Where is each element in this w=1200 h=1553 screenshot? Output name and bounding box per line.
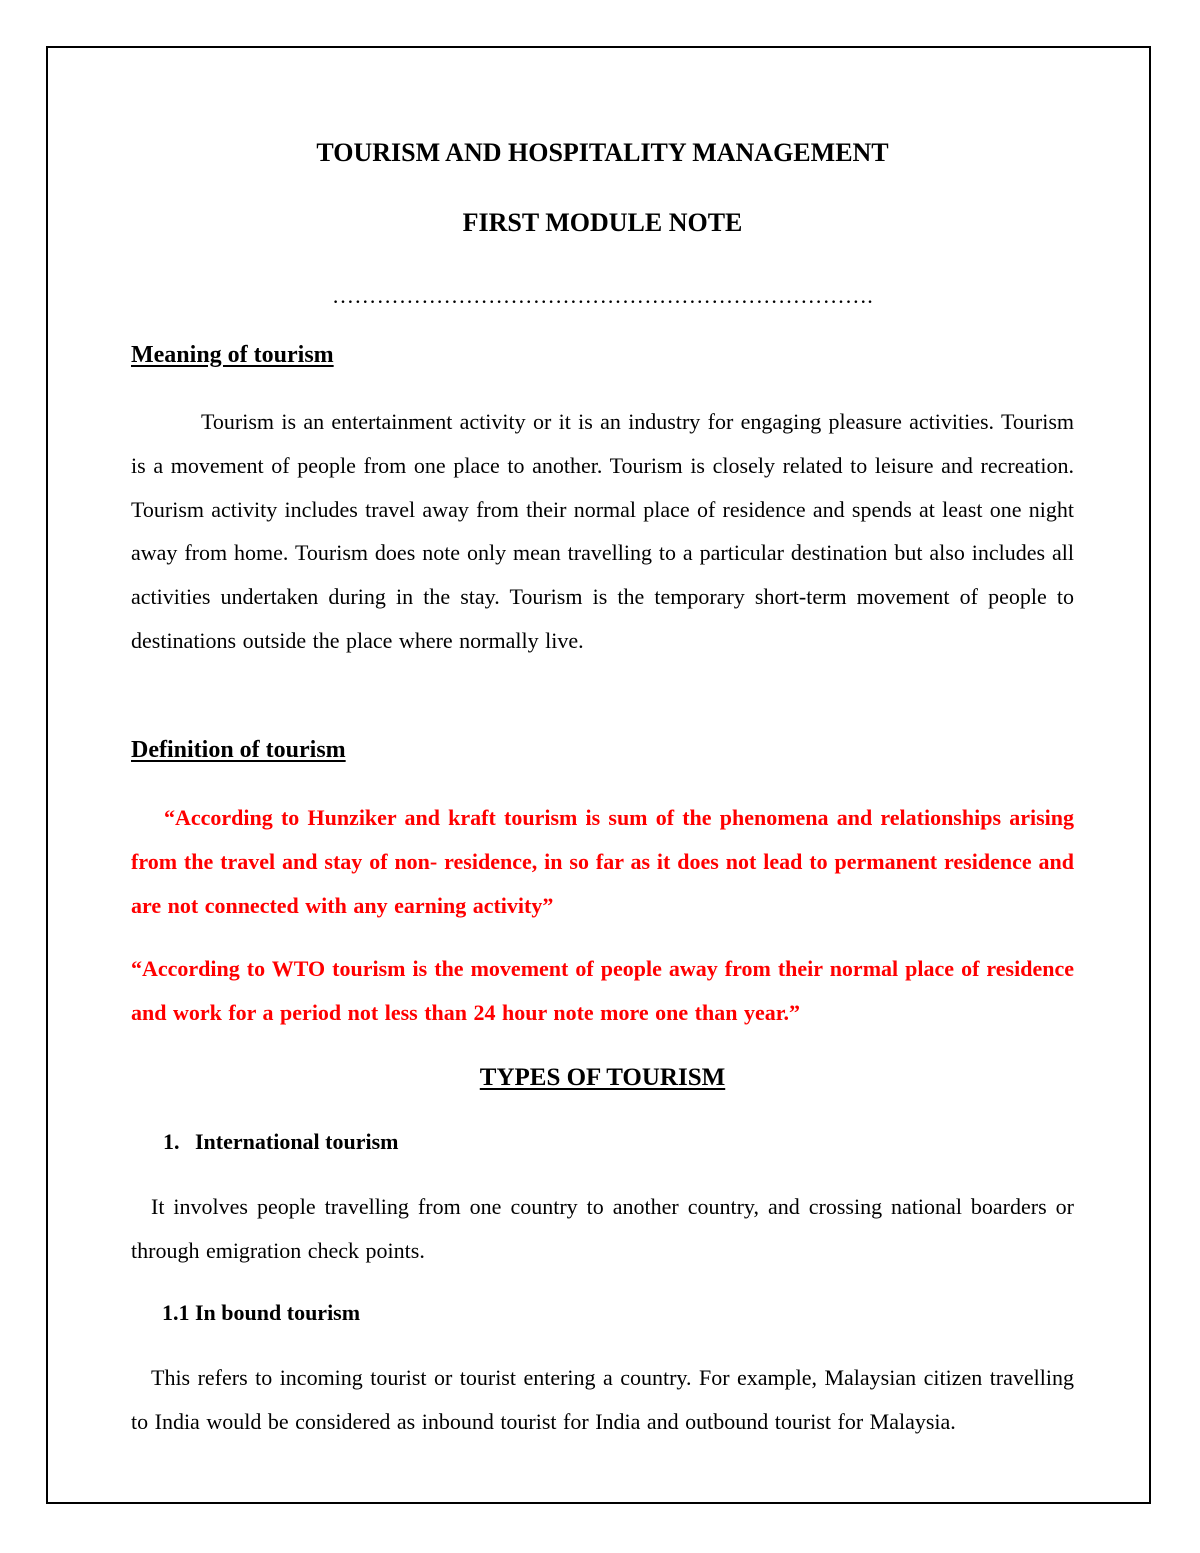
definition-heading: Definition of tourism [131,737,346,763]
international-title: International tourism [195,1129,399,1154]
meaning-heading: Meaning of tourism [131,342,334,368]
meaning-paragraph: Tourism is an entertainment activity or it is an industry for engaging pleasure activities. Tourism is a movement of people from one place to another. Tourism is closely related to leisure and recreation. Tourism activity includes travel away from their normal place of residence and spends at least one night away from home. Tourism does note only mean travelling to a particular destination but also includes all activities undertaken during in the stay. Tourism is the temporary short-term movement of people to destinations outside the place where normally live. [131,409,1074,653]
inbound-paragraph: This refers to incoming tourist or tourist entering a country. For example, Malaysian citizen travelling to India would be considered as inbound tourist for India and outbound tourist for Malaysia. [131,1365,1074,1434]
international-paragraph: It involves people travelling from one country to another country, and crossing national boarders or through emigration check points. [131,1194,1074,1263]
document-subtitle: FIRST MODULE NOTE [462,208,743,237]
dotted-separator: ………………………………………………………………. [332,283,873,308]
international-number: 1. [163,1129,180,1154]
international-tourism-heading [163,1127,399,1157]
types-heading: TYPES OF TOURISM [479,1064,726,1091]
hunziker-kraft-quote: “According to Hunziker and kraft tourism is sum of the phenomena and relationships arising from the travel and stay of non- residence, in so far as it does not lead to permanent residence and are not connected with any earning activity” [131,805,1074,918]
page-border [46,46,1151,1504]
document-title: TOURISM AND HOSPITALITY MANAGEMENT [316,138,889,167]
wto-quote: “According to WTO tourism is the movement of people away from their normal place of residence and work for a period not less than 24 hour note more one than year.” [131,956,1074,1025]
inbound-tourism-heading: 1.1 In bound tourism [162,1300,361,1325]
